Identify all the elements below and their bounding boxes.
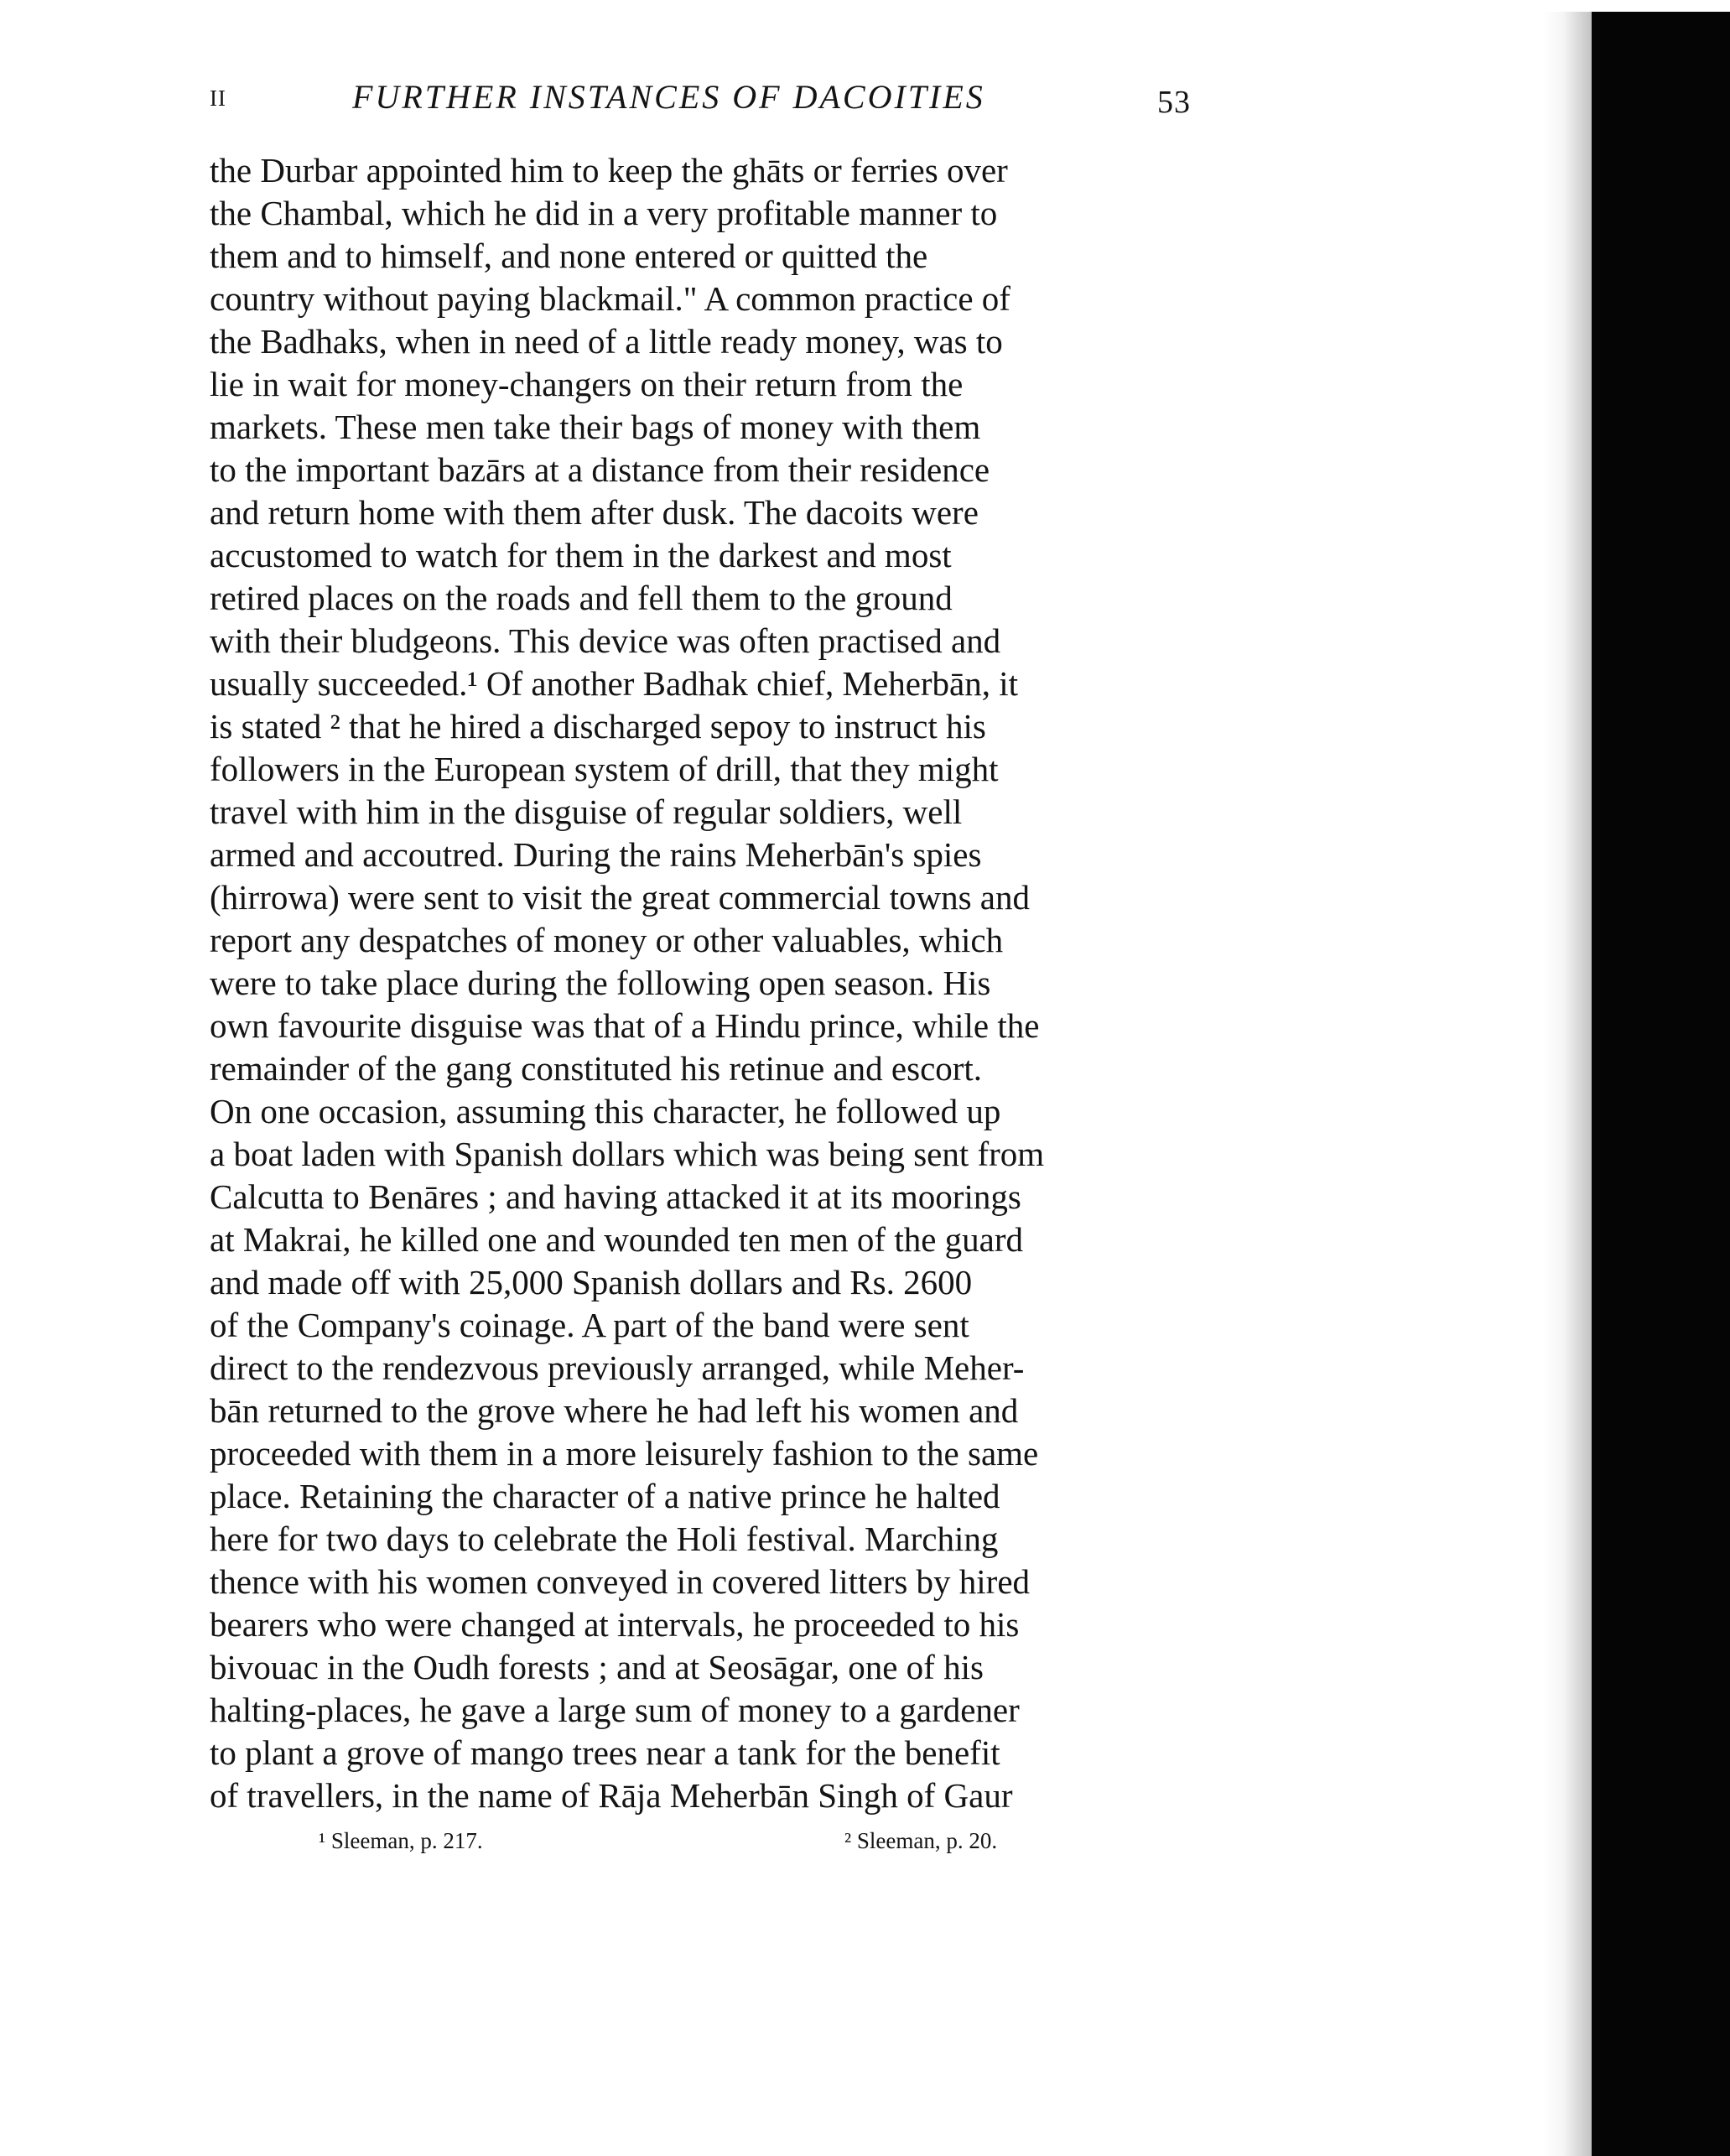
text-line: On one occasion, assuming this character, he followed up xyxy=(210,1092,1001,1130)
text-line: the Durbar appointed him to keep the ghāts or ferries over xyxy=(210,151,1008,190)
text-line: country without paying blackmail." A common practice of xyxy=(210,279,1010,318)
footnote-1: ¹ Sleeman, p. 217. xyxy=(319,1828,483,1853)
text-line: at Makrai, he killed one and wounded ten men of the guard xyxy=(210,1220,1024,1259)
text-line: Calcutta to Benāres ; and having attacked it at its moorings xyxy=(210,1177,1021,1216)
text-line: followers in the European system of drill, that they might xyxy=(210,750,999,788)
text-line: here for two days to celebrate the Holi festival. Marching xyxy=(210,1520,999,1558)
text-line: them and to himself, and none entered or quitted the xyxy=(210,236,928,275)
text-line: of travellers, in the name of Rāja Meherbān Singh of Gaur xyxy=(210,1776,1013,1815)
text-line: usually succeeded.¹ Of another Badhak chief, Meherbān, it xyxy=(210,664,1019,703)
text-line: with their bludgeons. This device was often practised and xyxy=(210,621,1001,660)
text-line: lie in wait for money-changers on their return from the xyxy=(210,365,964,403)
running-title: FURTHER INSTANCES OF DACOITIES xyxy=(352,78,985,116)
text-line: bān returned to the grove where he had left his women and xyxy=(210,1391,1019,1430)
scan-edge-shadow xyxy=(1543,12,1593,2156)
text-line: and return home with them after dusk. The dacoits were xyxy=(210,493,979,532)
text-line: accustomed to watch for them in the darkest and most xyxy=(210,536,952,574)
text-line: retired places on the roads and fell them to the ground xyxy=(210,579,953,617)
text-line: to the important bazārs at a distance from their residence xyxy=(210,450,990,489)
running-header xyxy=(210,77,1191,127)
footnote-2: ² Sleeman, p. 20. xyxy=(844,1828,998,1853)
text-line: halting-places, he gave a large sum of money to a gardener xyxy=(210,1691,1020,1729)
page-number: 53 xyxy=(1157,85,1191,120)
text-line: bearers who were changed at intervals, he proceeded to his xyxy=(210,1605,1020,1644)
text-line: the Badhaks, when in need of a little ready money, was to xyxy=(210,322,1003,361)
footnotes xyxy=(210,1828,1185,1870)
text-line: proceeded with them in a more leisurely fashion to the same xyxy=(210,1434,1039,1473)
scan-dark-edge xyxy=(1592,12,1730,2156)
text-line: remainder of the gang constituted his retinue and escort. xyxy=(210,1049,983,1088)
text-line: (hirrowa) were sent to visit the great commercial towns and xyxy=(210,878,1030,917)
text-line: of the Company's coinage. A part of the band were sent xyxy=(210,1306,969,1344)
text-line: report any despatches of money or other valuables, which xyxy=(210,921,1004,959)
text-line: markets. These men take their bags of money with them xyxy=(210,408,981,446)
body-text xyxy=(210,149,1185,1817)
text-line: a boat laden with Spanish dollars which was being sent from xyxy=(210,1135,1045,1173)
text-line: travel with him in the disguise of regular soldiers, well xyxy=(210,792,963,831)
text-line: the Chambal, which he did in a very profitable manner to xyxy=(210,194,998,232)
text-line: place. Retaining the character of a native prince he halted xyxy=(210,1477,1000,1515)
text-line: is stated ² that he hired a discharged sepoy to instruct his xyxy=(210,707,986,746)
text-line: armed and accoutred. During the rains Meherbān's spies xyxy=(210,835,982,874)
text-line: thence with his women conveyed in covered litters by hired xyxy=(210,1562,1031,1601)
text-line: and made off with 25,000 Spanish dollars and Rs. 2600 xyxy=(210,1263,973,1301)
text-line: to plant a grove of mango trees near a tank for the benefit xyxy=(210,1733,1000,1772)
text-line: own favourite disguise was that of a Hindu prince, while the xyxy=(210,1006,1040,1045)
chapter-number: II xyxy=(210,86,226,111)
text-line: were to take place during the following open season. His xyxy=(210,964,991,1002)
text-line: bivouac in the Oudh forests ; and at Seosāgar, one of his xyxy=(210,1648,984,1686)
text-line: direct to the rendezvous previously arranged, while Meher- xyxy=(210,1348,1025,1387)
